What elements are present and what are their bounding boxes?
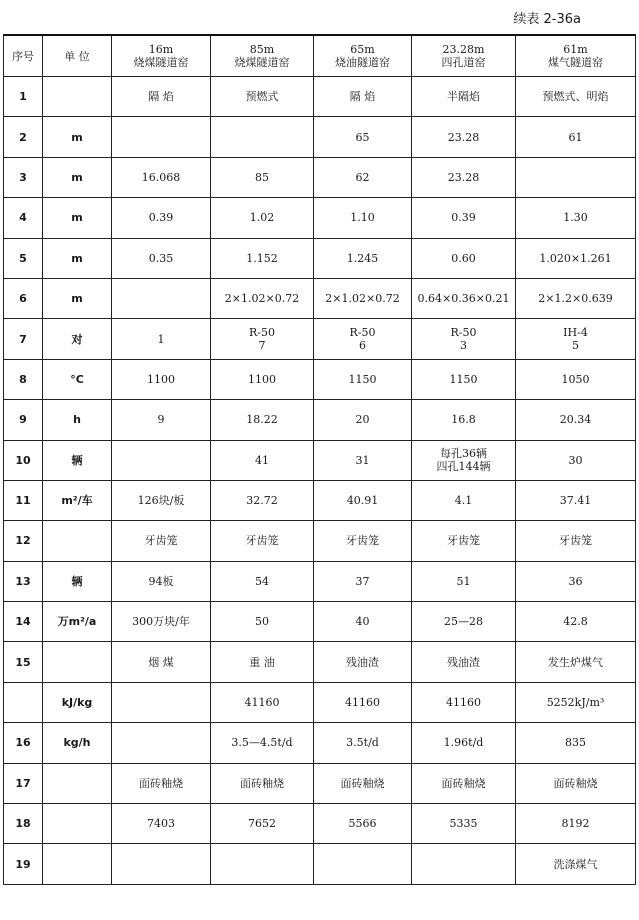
value-cell: IH-4 5 xyxy=(516,319,636,359)
seq-cell: 16 xyxy=(4,723,43,763)
value-cell xyxy=(112,440,211,480)
value-cell: 2×1.02×0.72 xyxy=(314,278,412,318)
unit-cell xyxy=(43,804,112,844)
value-cell: R-50 6 xyxy=(314,319,412,359)
value-cell xyxy=(112,682,211,722)
value-cell xyxy=(412,844,516,884)
value-cell: 0.64×0.36×0.21 xyxy=(412,278,516,318)
value-cell: 41 xyxy=(211,440,314,480)
unit-cell: °C xyxy=(43,359,112,399)
value-cell: 23.28 xyxy=(412,117,516,157)
value-cell: 41160 xyxy=(412,682,516,722)
table-row xyxy=(4,319,636,359)
table-row xyxy=(4,723,636,763)
unit-cell: 万m²/a xyxy=(43,602,112,642)
value-cell: 1.02 xyxy=(211,198,314,238)
unit-cell xyxy=(43,642,112,682)
header-unit: 单 位 xyxy=(43,35,112,77)
value-cell: 32.72 xyxy=(211,480,314,520)
value-cell: 发生炉煤气 xyxy=(516,642,636,682)
value-cell: 42.8 xyxy=(516,602,636,642)
table-row xyxy=(4,521,636,561)
value-cell: 面砖釉烧 xyxy=(112,763,211,803)
unit-cell: kJ/kg xyxy=(43,682,112,722)
table-row xyxy=(4,602,636,642)
value-cell: 3.5t/d xyxy=(314,723,412,763)
data-table xyxy=(3,34,636,885)
table-row xyxy=(4,642,636,682)
value-cell: 36 xyxy=(516,561,636,601)
value-cell: 65 xyxy=(314,117,412,157)
value-cell: 0.39 xyxy=(412,198,516,238)
header-kiln-3: 65m 烧油隧道窑 xyxy=(314,35,412,77)
value-cell: 牙齿笼 xyxy=(314,521,412,561)
value-cell xyxy=(112,117,211,157)
value-cell: 面砖釉烧 xyxy=(314,763,412,803)
value-cell: 7652 xyxy=(211,804,314,844)
unit-cell: 辆 xyxy=(43,561,112,601)
header-kiln-1: 16m 烧煤隧道窑 xyxy=(112,35,211,77)
value-cell: R-50 7 xyxy=(211,319,314,359)
table-row xyxy=(4,440,636,480)
table-row xyxy=(4,77,636,117)
value-cell: 37.41 xyxy=(516,480,636,520)
table-row xyxy=(4,359,636,399)
value-cell: 50 xyxy=(211,602,314,642)
unit-cell: m xyxy=(43,238,112,278)
value-cell: 1050 xyxy=(516,359,636,399)
value-cell: 16.068 xyxy=(112,157,211,197)
value-cell: 每孔36辆 四孔144辆 xyxy=(412,440,516,480)
value-cell: 62 xyxy=(314,157,412,197)
unit-cell: m xyxy=(43,157,112,197)
value-cell: 牙齿笼 xyxy=(516,521,636,561)
seq-cell: 11 xyxy=(4,480,43,520)
table-row xyxy=(4,682,636,722)
value-cell: 隔 焰 xyxy=(314,77,412,117)
value-cell: 面砖釉烧 xyxy=(516,763,636,803)
value-cell: 1.10 xyxy=(314,198,412,238)
value-cell xyxy=(112,723,211,763)
value-cell: 94板 xyxy=(112,561,211,601)
seq-cell: 9 xyxy=(4,400,43,440)
value-cell: 隔 焰 xyxy=(112,77,211,117)
value-cell: 41160 xyxy=(314,682,412,722)
value-cell: 1100 xyxy=(112,359,211,399)
value-cell: 7403 xyxy=(112,804,211,844)
value-cell: 40 xyxy=(314,602,412,642)
value-cell: 残油渣 xyxy=(314,642,412,682)
table-row xyxy=(4,763,636,803)
value-cell: 16.8 xyxy=(412,400,516,440)
value-cell: 30 xyxy=(516,440,636,480)
seq-cell: 18 xyxy=(4,804,43,844)
value-cell: 4.1 xyxy=(412,480,516,520)
value-cell: 835 xyxy=(516,723,636,763)
value-cell: 1.245 xyxy=(314,238,412,278)
unit-cell: kg/h xyxy=(43,723,112,763)
value-cell xyxy=(516,157,636,197)
value-cell: 37 xyxy=(314,561,412,601)
value-cell: 23.28 xyxy=(412,157,516,197)
value-cell: 20 xyxy=(314,400,412,440)
value-cell: 20.34 xyxy=(516,400,636,440)
seq-cell: 2 xyxy=(4,117,43,157)
seq-cell: 14 xyxy=(4,602,43,642)
value-cell: 1.30 xyxy=(516,198,636,238)
value-cell: 0.60 xyxy=(412,238,516,278)
seq-cell: 10 xyxy=(4,440,43,480)
value-cell: 1 xyxy=(112,319,211,359)
seq-cell: 8 xyxy=(4,359,43,399)
unit-cell: 辆 xyxy=(43,440,112,480)
unit-cell: m xyxy=(43,278,112,318)
seq-cell: 3 xyxy=(4,157,43,197)
value-cell: 25—28 xyxy=(412,602,516,642)
table-row xyxy=(4,400,636,440)
value-cell: 5566 xyxy=(314,804,412,844)
table-row xyxy=(4,117,636,157)
seq-cell: 15 xyxy=(4,642,43,682)
table-row xyxy=(4,278,636,318)
value-cell: 牙齿笼 xyxy=(412,521,516,561)
value-cell: 9 xyxy=(112,400,211,440)
seq-cell: 1 xyxy=(4,77,43,117)
unit-cell: m²/车 xyxy=(43,480,112,520)
table-caption: 续表 2-36a xyxy=(513,12,581,27)
value-cell: 18.22 xyxy=(211,400,314,440)
value-cell xyxy=(211,117,314,157)
value-cell xyxy=(112,844,211,884)
value-cell: 51 xyxy=(412,561,516,601)
table-body xyxy=(4,77,636,885)
value-cell: 1150 xyxy=(314,359,412,399)
value-cell: 85 xyxy=(211,157,314,197)
value-cell xyxy=(314,844,412,884)
value-cell: 40.91 xyxy=(314,480,412,520)
value-cell: 牙齿笼 xyxy=(112,521,211,561)
table-row xyxy=(4,198,636,238)
value-cell: 0.35 xyxy=(112,238,211,278)
value-cell: 2×1.02×0.72 xyxy=(211,278,314,318)
value-cell: 54 xyxy=(211,561,314,601)
seq-cell: 13 xyxy=(4,561,43,601)
table-row xyxy=(4,238,636,278)
value-cell xyxy=(211,844,314,884)
value-cell: 预燃式 xyxy=(211,77,314,117)
value-cell: 1.152 xyxy=(211,238,314,278)
unit-cell xyxy=(43,763,112,803)
header-kiln-5: 61m 煤气隧道窑 xyxy=(516,35,636,77)
seq-cell: 5 xyxy=(4,238,43,278)
unit-cell: 对 xyxy=(43,319,112,359)
value-cell: 半隔焰 xyxy=(412,77,516,117)
seq-cell: 17 xyxy=(4,763,43,803)
value-cell: 0.39 xyxy=(112,198,211,238)
value-cell: 1100 xyxy=(211,359,314,399)
value-cell: 预燃式、明焰 xyxy=(516,77,636,117)
seq-cell: 7 xyxy=(4,319,43,359)
value-cell: 1.96t/d xyxy=(412,723,516,763)
value-cell: 126块/板 xyxy=(112,480,211,520)
unit-cell xyxy=(43,77,112,117)
table-row xyxy=(4,844,636,884)
value-cell: 牙齿笼 xyxy=(211,521,314,561)
unit-cell: m xyxy=(43,117,112,157)
value-cell: 5335 xyxy=(412,804,516,844)
value-cell: 1150 xyxy=(412,359,516,399)
unit-cell: m xyxy=(43,198,112,238)
value-cell: 1.020×1.261 xyxy=(516,238,636,278)
seq-cell: 6 xyxy=(4,278,43,318)
value-cell: 洗涤煤气 xyxy=(516,844,636,884)
value-cell: 面砖釉烧 xyxy=(211,763,314,803)
value-cell: 8192 xyxy=(516,804,636,844)
value-cell: 重 油 xyxy=(211,642,314,682)
value-cell: 2×1.2×0.639 xyxy=(516,278,636,318)
header-kiln-4: 23.28m 四孔道窑 xyxy=(412,35,516,77)
value-cell: 残油渣 xyxy=(412,642,516,682)
header-seq: 序号 xyxy=(4,35,43,77)
unit-cell: h xyxy=(43,400,112,440)
seq-cell: 4 xyxy=(4,198,43,238)
value-cell: 5252kJ/m³ xyxy=(516,682,636,722)
table-row xyxy=(4,561,636,601)
value-cell: 面砖釉烧 xyxy=(412,763,516,803)
value-cell: 61 xyxy=(516,117,636,157)
seq-cell xyxy=(4,682,43,722)
value-cell: 31 xyxy=(314,440,412,480)
unit-cell xyxy=(43,521,112,561)
unit-cell xyxy=(43,844,112,884)
value-cell xyxy=(112,278,211,318)
value-cell: 3.5—4.5t/d xyxy=(211,723,314,763)
table-row xyxy=(4,480,636,520)
value-cell: 41160 xyxy=(211,682,314,722)
seq-cell: 12 xyxy=(4,521,43,561)
header-row xyxy=(4,35,636,77)
value-cell: R-50 3 xyxy=(412,319,516,359)
seq-cell: 19 xyxy=(4,844,43,884)
header-kiln-2: 85m 烧煤隧道窑 xyxy=(211,35,314,77)
table-row xyxy=(4,804,636,844)
value-cell: 烟 煤 xyxy=(112,642,211,682)
table-row xyxy=(4,157,636,197)
value-cell: 300万块/年 xyxy=(112,602,211,642)
